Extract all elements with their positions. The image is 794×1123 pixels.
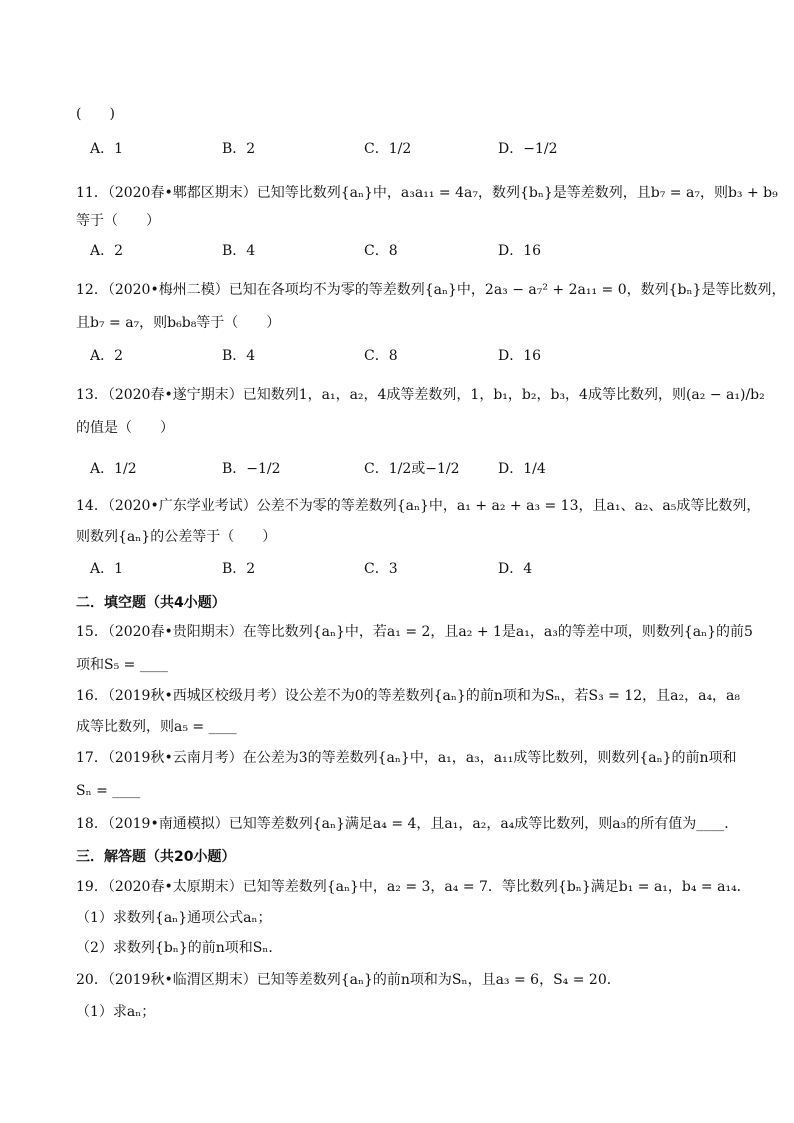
section-fill-in-heading: 二．填空题（共4小题） bbox=[76, 595, 226, 611]
q11-options bbox=[0, 240, 794, 262]
q11-stem-line1: 11．（2020春•郫都区期末）已知等比数列{aₙ}中，a₃a₁₁ = 4a₇，数列{bₙ}是等差数列，且b₇ = a₇，则b₃ + b₉ bbox=[76, 185, 778, 201]
q14-option-d[interactable]: D．4 bbox=[498, 561, 533, 577]
q10-option-b[interactable]: B．2 bbox=[222, 141, 256, 157]
q17-stem-line2: Sₙ = ____ bbox=[76, 783, 141, 799]
q19-subquestion-1: （1）求数列{aₙ}通项公式aₙ； bbox=[76, 910, 272, 926]
q11-stem-line2: 等于（ ） bbox=[76, 213, 160, 229]
q12-option-b[interactable]: B．4 bbox=[222, 348, 256, 364]
q11-option-b[interactable]: B．4 bbox=[222, 243, 256, 259]
q15-stem-line2: 项和S₅ = ____ bbox=[76, 657, 168, 673]
q20-subquestion-1: （1）求aₙ； bbox=[76, 1004, 156, 1020]
q12-option-a[interactable]: A．2 bbox=[90, 348, 124, 364]
q13-option-b[interactable]: B．−1/2 bbox=[222, 461, 281, 477]
q19-stem-line1: 19．（2020春•太原期末）已知等差数列{aₙ}中，a₂ = 3，a₄ = 7．等比数列{bₙ}满足b₁ = a₁，b₄ = a₁₄． bbox=[76, 879, 751, 895]
q17-stem-line1: 17．（2019秋•云南月考）在公差为3的等差数列{aₙ}中，a₁，a₃，a₁₁成等比数列，则数列{aₙ}的前n项和 bbox=[76, 750, 737, 766]
q13-options bbox=[0, 458, 794, 480]
q13-option-c[interactable]: C．1/2或−1/2 bbox=[364, 461, 460, 477]
q14-stem-line1: 14．（2020•广东学业考试）公差不为零的等差数列{aₙ}中，a₁ + a₂ + a₃ = 13，且a₁、a₂、a₅成等比数列， bbox=[76, 498, 761, 514]
q11-option-d[interactable]: D．16 bbox=[498, 243, 542, 259]
q10-option-d[interactable]: D．−1/2 bbox=[498, 141, 558, 157]
q13-stem-line2: 的值是（ ） bbox=[76, 420, 174, 436]
q14-option-b[interactable]: B．2 bbox=[222, 561, 256, 577]
q10-answer-bracket: ( ) bbox=[76, 106, 115, 122]
q15-stem-line1: 15．（2020春•贵阳期末）在等比数列{aₙ}中，若a₁ = 2，且a₂ + 1是a₁，a₃的等差中项，则数列{aₙ}的前5 bbox=[76, 624, 753, 640]
q13-option-d[interactable]: D．1/4 bbox=[498, 461, 546, 477]
section-answer-heading: 三．解答题（共20小题） bbox=[76, 849, 236, 865]
q10-options bbox=[0, 138, 794, 160]
q14-stem-line2: 则数列{aₙ}的公差等于（ ） bbox=[76, 529, 277, 545]
q12-option-d[interactable]: D．16 bbox=[498, 348, 542, 364]
q11-option-a[interactable]: A．2 bbox=[90, 243, 124, 259]
q12-options bbox=[0, 345, 794, 367]
q11-option-c[interactable]: C．8 bbox=[364, 243, 398, 259]
q16-stem-line1: 16．（2019秋•西城区校级月考）设公差不为0的等差数列{aₙ}的前n项和为Sₙ，若S₃ = 12，且a₂，a₄，a₈ bbox=[76, 688, 741, 704]
q12-stem-line2: 且b₇ = a₇，则b₆b₈等于（ ） bbox=[76, 315, 281, 331]
q14-option-c[interactable]: C．3 bbox=[364, 561, 398, 577]
q16-stem-line2: 成等比数列，则a₅ = ____ bbox=[76, 719, 237, 735]
q13-option-a[interactable]: A．1/2 bbox=[90, 461, 137, 477]
q14-option-a[interactable]: A．1 bbox=[90, 561, 124, 577]
q12-option-c[interactable]: C．8 bbox=[364, 348, 398, 364]
q19-subquestion-2: （2）求数列{bₙ}的前n项和Sₙ． bbox=[76, 940, 283, 956]
q12-stem-line1: 12．（2020•梅州二模）已知在各项均不为零的等差数列{aₙ}中，2a₃ − a₇² + 2a₁₁ = 0，数列{bₙ}是等比数列， bbox=[76, 282, 786, 298]
q10-option-a[interactable]: A．1 bbox=[90, 141, 124, 157]
q14-options bbox=[0, 558, 794, 580]
q18-stem-line1: 18．（2019•南通模拟）已知等差数列{aₙ}满足a₄ = 4，且a₁，a₂，a₄成等比数列，则a₃的所有值为____． bbox=[76, 816, 739, 832]
q10-option-c[interactable]: C．1/2 bbox=[364, 141, 412, 157]
q13-stem-line1: 13．（2020春•遂宁期末）已知数列1，a₁，a₂，4成等差数列，1，b₁，b₂，b₃，4成等比数列，则(a₂ − a₁)/b₂ bbox=[76, 387, 765, 403]
q20-stem-line1: 20．（2019秋•临渭区期末）已知等差数列{aₙ}的前n项和为Sₙ，且a₃ = 6，S₄ = 20． bbox=[76, 972, 621, 988]
